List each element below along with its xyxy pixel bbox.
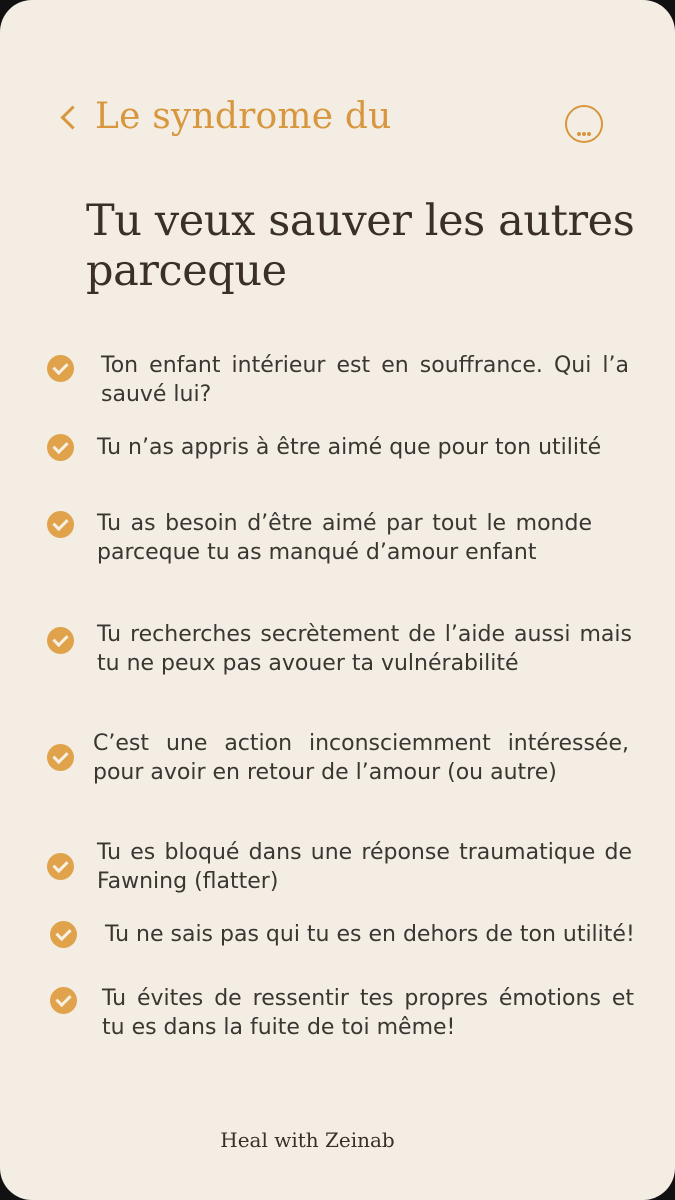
brand-signature: Heal with Zeinab [220,1128,395,1152]
check-circle-icon [47,627,74,654]
page-title: Tu veux sauver les autres parceque [86,196,635,296]
back-link-label: Le syndrome du [95,96,392,137]
check-circle-icon [47,434,74,461]
check-circle-icon [47,744,74,771]
list-item-text: Tu ne sais pas qui tu es en dehors de ton utilité! [105,922,635,947]
list-item-text: Ton enfant intérieur est en souffrance. Qui l’a sauvé lui? [101,353,629,407]
menu-dot [582,132,586,136]
back-link[interactable] [64,96,392,137]
menu-dot [577,132,581,136]
check-circle-icon [47,853,74,880]
list-item-text: C’est une action inconsciemment intéressée, pour avoir en retour de l’amour (ou autre) [93,731,629,785]
list-item-text: Tu es bloqué dans une réponse traumatique de Fawning (flatter) [97,840,632,894]
check-circle-icon [47,511,74,538]
check-circle-icon [47,355,74,382]
list-item-text: Tu recherches secrètement de l’aide aussi mais tu ne peux pas avouer ta vulnérabilité [97,622,632,676]
list-item-text: Tu n’as appris à être aimé que pour ton utilité [97,435,602,460]
chevron-left-icon [60,105,84,129]
list-item-text: Tu as besoin d’être aimé par tout le monde parceque tu as manqué d’amour enfant [97,511,592,565]
menu-dot [587,132,591,136]
more-circle-icon[interactable] [565,105,603,143]
list-item-text: Tu évites de ressentir tes propres émotions et tu es dans la fuite de toi même! [102,986,634,1040]
check-circle-icon [50,921,77,948]
check-circle-icon [50,987,77,1014]
